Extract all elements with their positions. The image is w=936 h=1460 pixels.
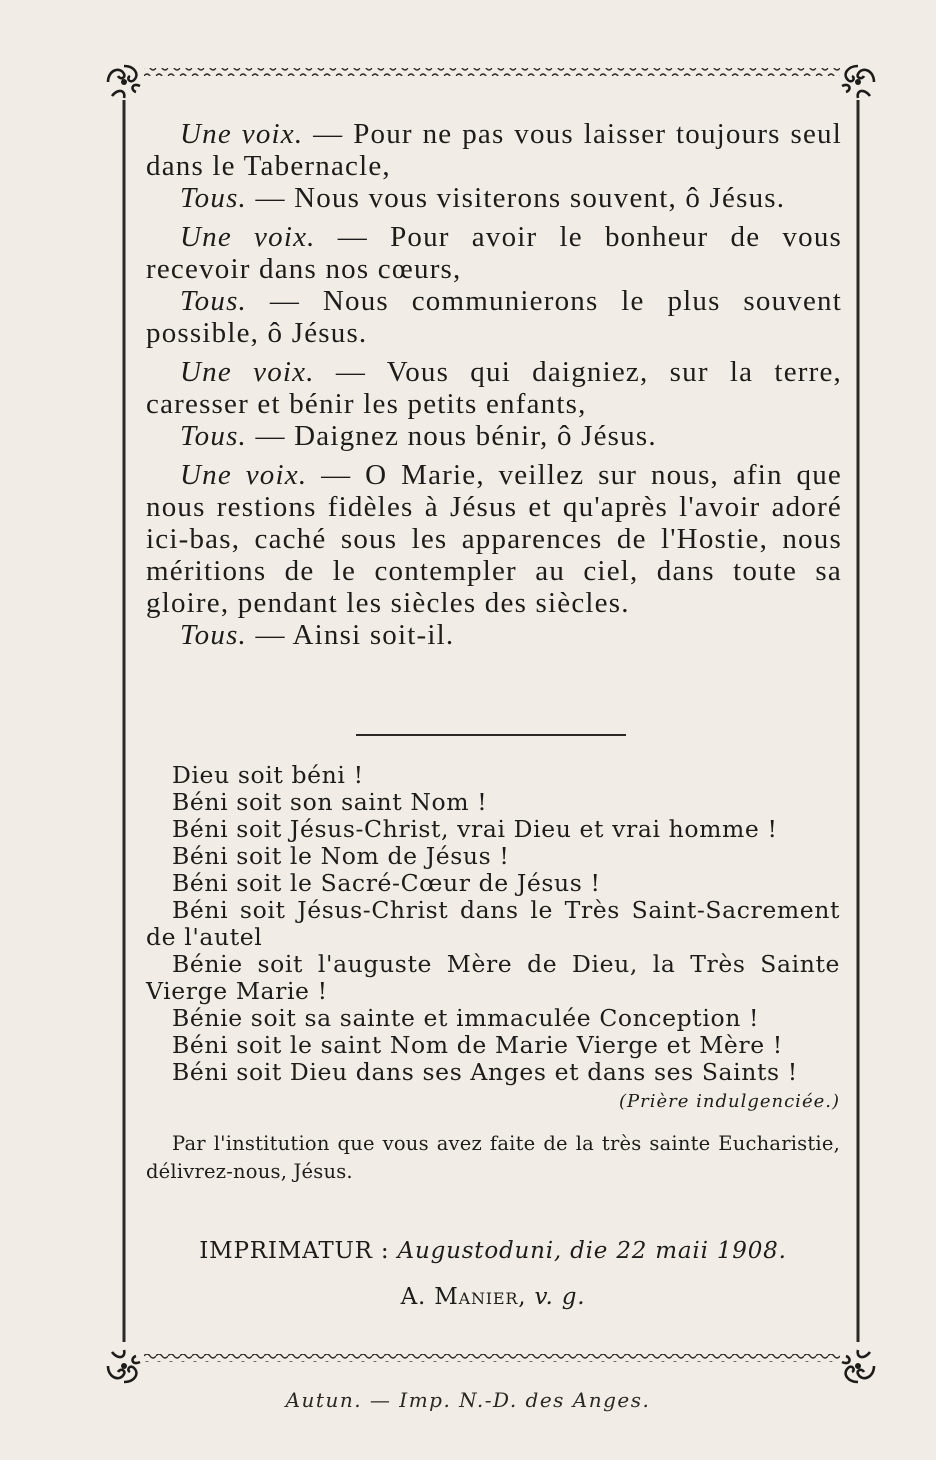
dialogue-stanza — [146, 118, 842, 214]
printer-footer: Autun. — Imp. N.-D. des Anges. — [285, 1388, 651, 1412]
invocation-block — [146, 1130, 840, 1186]
praise-line: Béni soit le Sacré-Cœur de Jésus ! — [172, 869, 601, 897]
dialogue-stanza — [146, 221, 842, 349]
praise-line: Béni soit Jésus-Christ dans le Très Saint-Sacrement de l'autel — [146, 896, 840, 951]
signature-title: v. g. — [534, 1284, 586, 1310]
voice-line — [146, 221, 842, 285]
praise-line: Béni soit le saint Nom de Marie Vierge et Mère ! — [172, 1031, 783, 1059]
dash: — — [255, 619, 286, 651]
voice-line — [146, 356, 842, 420]
voice-label: Une voix. — [180, 221, 316, 253]
response-line — [146, 285, 842, 349]
praise-line: Bénie soit sa sainte et immaculée Conception ! — [172, 1004, 760, 1032]
dash: — — [255, 182, 286, 214]
voice-label: Une voix. — [180, 118, 304, 150]
divine-praises — [146, 762, 840, 1115]
response-line — [146, 182, 842, 214]
response-text: Nous vous visiterons souvent, ô Jésus. — [294, 182, 786, 214]
response-text: Nous communierons le plus souvent possible, ô Jésus. — [146, 285, 843, 349]
section-divider — [356, 734, 626, 738]
imprimatur-text: Augustoduni, die 22 maii 1908. — [397, 1238, 787, 1264]
response-label: Tous. — [180, 285, 248, 317]
praise-line: Dieu soit béni ! — [172, 761, 364, 789]
corner-ornament-icon — [104, 1346, 144, 1386]
voice-line — [146, 459, 842, 619]
dash: — — [313, 118, 344, 150]
signature-name: A. Manier, — [400, 1284, 527, 1310]
imprimatur-line — [146, 1236, 840, 1266]
indulgence-note-line — [146, 1086, 840, 1115]
border-bottom-wave — [144, 1354, 840, 1362]
dash: — — [321, 459, 352, 491]
indulgence-note: (Prière indulgenciée.) — [618, 1091, 840, 1112]
voice-label: Une voix. — [180, 356, 315, 388]
invocation-text: Par l'institution que vous avez faite de la très sainte Eucharistie, délivrez-nous, Jésus. — [146, 1132, 840, 1183]
dialogue-stanza — [146, 356, 842, 452]
corner-ornament-icon — [838, 1346, 878, 1386]
signature-line — [146, 1282, 840, 1312]
voice-text: Pour avoir le bonheur de vous recevoir dans nos cœurs, — [146, 221, 843, 285]
dash: — — [337, 221, 368, 253]
praise-line: Béni soit le Nom de Jésus ! — [172, 842, 510, 870]
voice-text: O Marie, veillez sur nous, afin que nous restions fidèles à Jésus et qu'après l'avoir adoré ici-bas, caché sous les apparences de l'Hostie, nous méritions de le contempler au ciel, dans toute sa gloire, pendant les siècles des siècles. — [146, 459, 842, 619]
voice-label: Une voix. — [180, 459, 308, 491]
praise-line: Bénie soit l'auguste Mère de Dieu, la Très Sainte Vierge Marie ! — [146, 950, 840, 1005]
border-top-wave — [144, 68, 840, 76]
response-label: Tous. — [180, 619, 248, 651]
praise-line: Béni soit son saint Nom ! — [172, 788, 488, 816]
voice-text: Pour ne pas vous laisser toujours seul dans le Tabernacle, — [146, 118, 843, 182]
dialogue-section — [146, 118, 842, 658]
dialogue-stanza — [146, 459, 842, 651]
praise-line: Béni soit Dieu dans ses Anges et dans ses Saints ! — [172, 1058, 798, 1086]
response-label: Tous. — [180, 182, 248, 214]
imprimatur-label: IMPRIMATUR : — [199, 1238, 390, 1264]
dash: — — [255, 420, 286, 452]
response-text: Daignez nous bénir, ô Jésus. — [294, 420, 657, 452]
dash: — — [269, 285, 301, 317]
voice-line — [146, 118, 842, 182]
dash: — — [335, 356, 367, 388]
response-line — [146, 420, 842, 452]
response-text: Ainsi soit-il. — [292, 619, 455, 651]
corner-ornament-icon — [838, 62, 878, 102]
voice-text: Vous qui daigniez, sur la terre, caresser et bénir les petits enfants, — [146, 356, 842, 420]
imprimatur-block — [146, 1236, 840, 1312]
response-label: Tous. — [180, 420, 248, 452]
corner-ornament-icon — [104, 62, 144, 102]
response-line — [146, 619, 842, 651]
praise-line: Béni soit Jésus-Christ, vrai Dieu et vrai homme ! — [172, 815, 778, 843]
